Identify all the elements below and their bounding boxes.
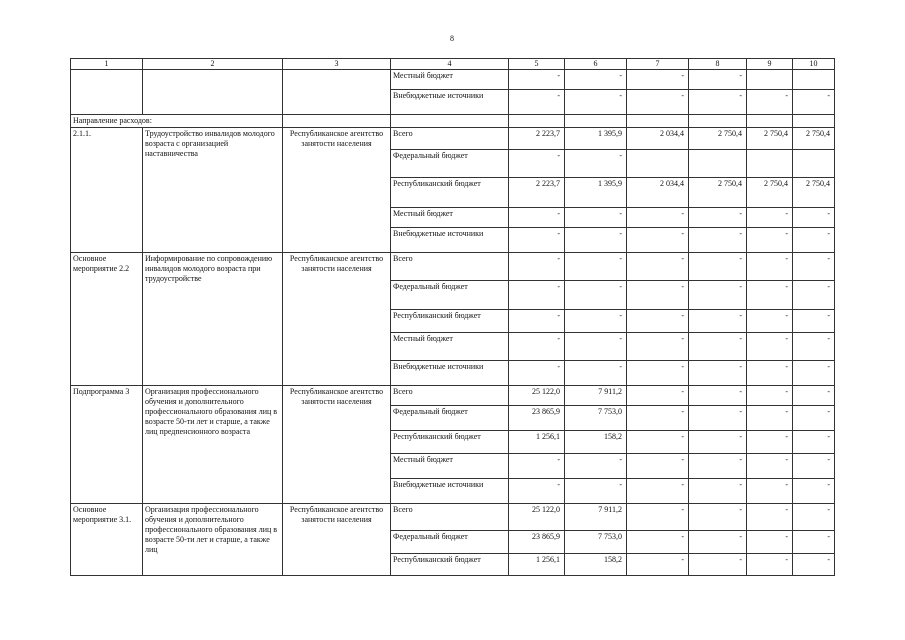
value-cell: -	[627, 504, 689, 531]
column-number-3: 3	[283, 59, 391, 70]
value-cell: -	[793, 531, 835, 554]
value-cell: -	[509, 208, 565, 228]
value-cell: -	[689, 228, 747, 253]
column-number-2: 2	[143, 59, 283, 70]
value-cell: -	[565, 454, 627, 479]
item-executor: Республиканское агентство занятости населения	[283, 386, 391, 504]
funding-source: Федеральный бюджет	[391, 531, 509, 554]
section-label: Направление расходов:	[71, 115, 283, 128]
item-executor: Республиканское агентство занятости населения	[283, 504, 391, 576]
code-cell	[71, 70, 143, 115]
value-cell: -	[747, 253, 793, 281]
value-cell: -	[565, 361, 627, 386]
value-cell	[747, 150, 793, 178]
funding-source: Федеральный бюджет	[391, 150, 509, 178]
value-cell: -	[565, 90, 627, 115]
value-cell: -	[747, 228, 793, 253]
value-cell: -	[689, 333, 747, 361]
value-cell: -	[509, 454, 565, 479]
funding-source: Всего	[391, 386, 509, 406]
table-row	[71, 386, 835, 406]
value-cell: -	[793, 333, 835, 361]
value-cell: 2 750,4	[689, 178, 747, 208]
value-cell: 1 395,9	[565, 178, 627, 208]
value-cell: -	[793, 554, 835, 576]
value-cell: 23 865,9	[509, 406, 565, 431]
column-number-10: 10	[793, 59, 835, 70]
value-cell: -	[627, 386, 689, 406]
value-cell: -	[793, 310, 835, 333]
value-cell: -	[747, 333, 793, 361]
column-number-row	[71, 59, 835, 70]
value-cell: -	[793, 406, 835, 431]
value-cell: -	[793, 386, 835, 406]
value-cell: -	[747, 479, 793, 504]
value-cell: -	[627, 281, 689, 310]
value-cell: -	[747, 406, 793, 431]
value-cell: 158,2	[565, 431, 627, 454]
empty-cell	[509, 115, 565, 128]
value-cell: -	[509, 150, 565, 178]
funding-source: Всего	[391, 128, 509, 150]
funding-source: Республиканский бюджет	[391, 431, 509, 454]
column-number-9: 9	[747, 59, 793, 70]
funding-source: Всего	[391, 253, 509, 281]
value-cell: -	[565, 310, 627, 333]
value-cell: -	[747, 431, 793, 454]
value-cell: -	[689, 208, 747, 228]
column-number-1: 1	[71, 59, 143, 70]
empty-cell	[747, 115, 793, 128]
value-cell: 23 865,9	[509, 531, 565, 554]
funding-source: Республиканский бюджет	[391, 178, 509, 208]
empty-cell	[565, 115, 627, 128]
value-cell: -	[689, 90, 747, 115]
funding-source: Местный бюджет	[391, 208, 509, 228]
value-cell: -	[793, 253, 835, 281]
value-cell: 25 122,0	[509, 504, 565, 531]
table-row	[71, 504, 835, 531]
item-name: Информирование по сопровождению инвалидов молодого возраста при трудоустройстве	[143, 253, 283, 386]
funding-source: Федеральный бюджет	[391, 406, 509, 431]
value-cell: -	[627, 70, 689, 90]
value-cell: -	[747, 90, 793, 115]
value-cell: 7 911,2	[565, 386, 627, 406]
value-cell: -	[689, 406, 747, 431]
value-cell: -	[509, 90, 565, 115]
column-number-7: 7	[627, 59, 689, 70]
column-number-6: 6	[565, 59, 627, 70]
value-cell: -	[793, 281, 835, 310]
funding-source: Местный бюджет	[391, 70, 509, 90]
page-number: 8	[450, 34, 454, 43]
value-cell: -	[627, 253, 689, 281]
value-cell: -	[627, 310, 689, 333]
funding-source: Федеральный бюджет	[391, 281, 509, 310]
value-cell: -	[689, 310, 747, 333]
item-name: Трудоустройство инвалидов молодого возраста с организацией наставничества	[143, 128, 283, 253]
value-cell: -	[565, 208, 627, 228]
value-cell: -	[565, 333, 627, 361]
value-cell: -	[747, 531, 793, 554]
value-cell: -	[627, 531, 689, 554]
funding-source: Республиканский бюджет	[391, 310, 509, 333]
value-cell: -	[509, 333, 565, 361]
item-code: Основное мероприятие 2.2	[71, 253, 143, 386]
value-cell: -	[565, 150, 627, 178]
value-cell	[747, 70, 793, 90]
value-cell: -	[793, 361, 835, 386]
value-cell: -	[565, 253, 627, 281]
value-cell: 2 750,4	[793, 178, 835, 208]
value-cell: -	[509, 228, 565, 253]
empty-cell	[627, 115, 689, 128]
value-cell: -	[793, 90, 835, 115]
value-cell: 2 750,4	[689, 128, 747, 150]
value-cell: 7 753,0	[565, 406, 627, 431]
value-cell: -	[627, 554, 689, 576]
value-cell	[793, 70, 835, 90]
value-cell: -	[509, 253, 565, 281]
value-cell: 7 911,2	[565, 504, 627, 531]
value-cell: -	[627, 479, 689, 504]
column-number-4: 4	[391, 59, 509, 70]
value-cell: -	[565, 281, 627, 310]
value-cell: -	[689, 386, 747, 406]
item-code: Подпрограмма 3	[71, 386, 143, 504]
funding-source: Республиканский бюджет	[391, 554, 509, 576]
value-cell: -	[747, 454, 793, 479]
value-cell: -	[747, 361, 793, 386]
value-cell: -	[509, 479, 565, 504]
value-cell: -	[747, 386, 793, 406]
value-cell: -	[793, 454, 835, 479]
value-cell: -	[509, 70, 565, 90]
item-name: Организация профессионального обучения и дополнительного профессионального образования лиц в возрасте 50-ти лет и старше, а также лиц	[143, 504, 283, 576]
empty-cell	[689, 115, 747, 128]
value-cell: -	[689, 531, 747, 554]
value-cell: -	[627, 361, 689, 386]
value-cell: 2 750,4	[793, 128, 835, 150]
funding-source: Внебюджетные источники	[391, 479, 509, 504]
executor-cell	[283, 70, 391, 115]
value-cell: -	[627, 208, 689, 228]
value-cell: -	[689, 454, 747, 479]
value-cell: -	[509, 310, 565, 333]
value-cell	[627, 150, 689, 178]
value-cell: 25 122,0	[509, 386, 565, 406]
budget-table	[70, 58, 835, 576]
table-row	[71, 253, 835, 281]
value-cell: -	[793, 504, 835, 531]
value-cell: -	[627, 333, 689, 361]
value-cell: -	[689, 431, 747, 454]
table-row	[71, 70, 835, 90]
value-cell: -	[627, 228, 689, 253]
value-cell: -	[793, 228, 835, 253]
value-cell: 1 256,1	[509, 554, 565, 576]
value-cell: -	[509, 281, 565, 310]
value-cell: -	[747, 310, 793, 333]
value-cell: -	[747, 208, 793, 228]
value-cell: 2 223,7	[509, 128, 565, 150]
item-code: Основное мероприятие 3.1.	[71, 504, 143, 576]
value-cell: -	[509, 361, 565, 386]
value-cell: -	[627, 90, 689, 115]
item-code: 2.1.1.	[71, 128, 143, 253]
value-cell: -	[689, 479, 747, 504]
funding-source: Местный бюджет	[391, 333, 509, 361]
value-cell: -	[565, 479, 627, 504]
value-cell: 1 256,1	[509, 431, 565, 454]
empty-cell	[391, 115, 509, 128]
value-cell: -	[689, 504, 747, 531]
item-executor: Республиканское агентство занятости населения	[283, 253, 391, 386]
value-cell: -	[565, 228, 627, 253]
value-cell: 2 750,4	[747, 128, 793, 150]
item-name: Организация профессионального обучения и дополнительного профессионального образования лиц в возрасте 50-ти лет и старше, а также лиц предпенсионного возраста	[143, 386, 283, 504]
funding-source: Внебюджетные источники	[391, 90, 509, 115]
column-number-8: 8	[689, 59, 747, 70]
table-row	[71, 128, 835, 150]
value-cell	[689, 150, 747, 178]
value-cell: 2 223,7	[509, 178, 565, 208]
funding-source: Всего	[391, 504, 509, 531]
value-cell: -	[689, 253, 747, 281]
value-cell: 158,2	[565, 554, 627, 576]
empty-cell	[793, 115, 835, 128]
funding-source: Внебюджетные источники	[391, 361, 509, 386]
value-cell: 7 753,0	[565, 531, 627, 554]
value-cell: 2 750,4	[747, 178, 793, 208]
value-cell: 2 034,4	[627, 128, 689, 150]
value-cell: -	[747, 554, 793, 576]
value-cell: -	[747, 281, 793, 310]
value-cell: -	[627, 406, 689, 431]
name-cell	[143, 70, 283, 115]
value-cell: -	[747, 504, 793, 531]
value-cell: -	[793, 431, 835, 454]
funding-source: Местный бюджет	[391, 454, 509, 479]
value-cell: -	[689, 361, 747, 386]
section-row	[71, 115, 835, 128]
funding-source: Внебюджетные источники	[391, 228, 509, 253]
value-cell: -	[689, 554, 747, 576]
value-cell: 1 395,9	[565, 128, 627, 150]
value-cell: -	[627, 454, 689, 479]
value-cell: -	[793, 208, 835, 228]
value-cell: 2 034,4	[627, 178, 689, 208]
value-cell: -	[689, 70, 747, 90]
value-cell	[793, 150, 835, 178]
column-number-5: 5	[509, 59, 565, 70]
empty-cell	[283, 115, 391, 128]
value-cell: -	[565, 70, 627, 90]
item-executor: Республиканское агентство занятости населения	[283, 128, 391, 253]
value-cell: -	[627, 431, 689, 454]
value-cell: -	[689, 281, 747, 310]
value-cell: -	[793, 479, 835, 504]
